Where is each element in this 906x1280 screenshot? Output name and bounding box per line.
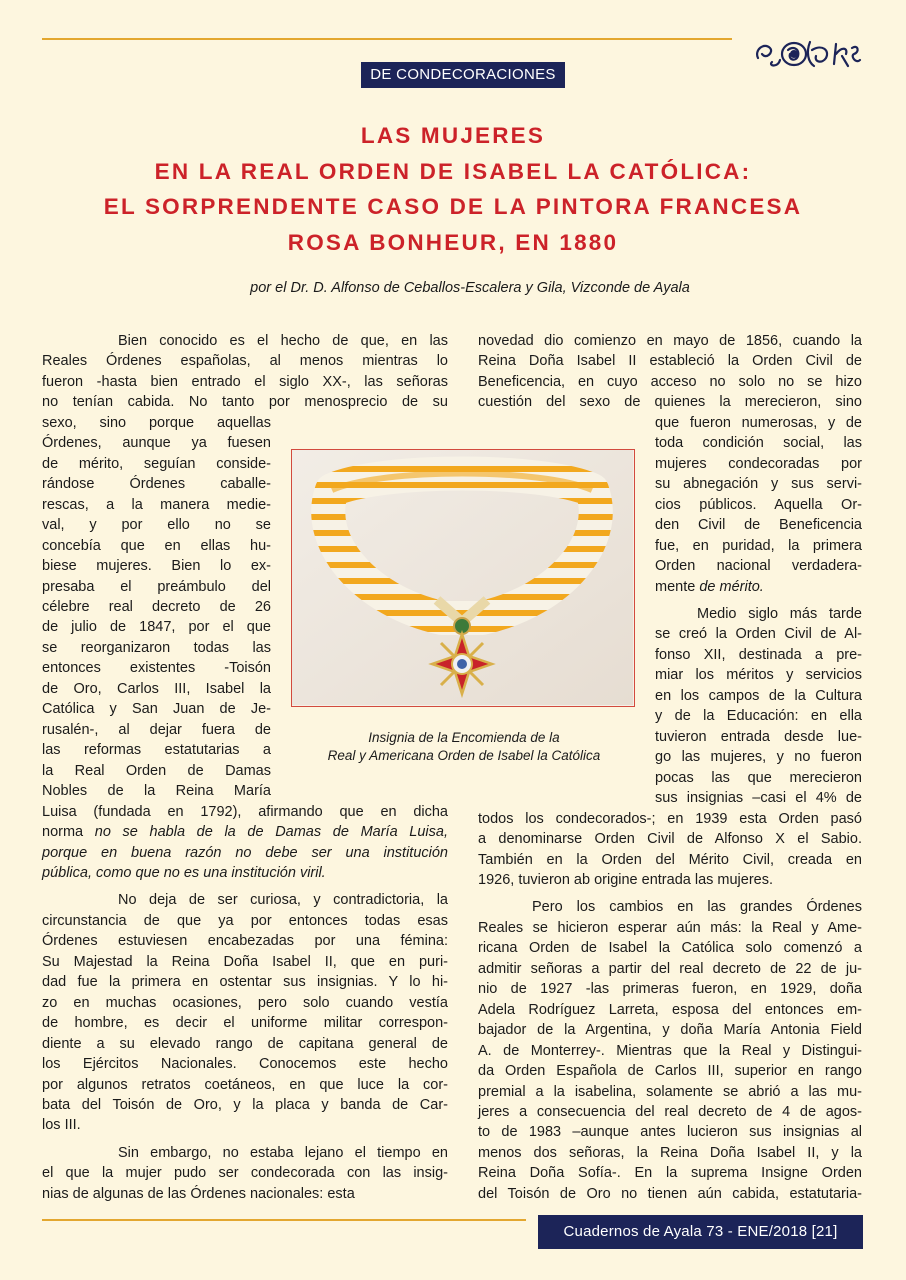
top-rule [42, 38, 732, 40]
right-column-text-line: 1926, tuvieron ab origine entrada las mujeres. [478, 871, 774, 888]
title-line: ROSA BONHEUR, EN 1880 [287, 229, 619, 255]
right-column-text-line: ricana Orden de Isabel la Católica solo comenzó a [478, 940, 862, 957]
right-column-text-line: sus insignias –casi el 4% de [655, 790, 862, 807]
figure-caption [296, 729, 632, 765]
left-column-text-line: val, y por ello no se [42, 517, 271, 534]
right-column-text-line: den Civil de Beneficencia [655, 517, 862, 534]
left-column-text-line: de Oro, Carlos III, Isabel la [42, 680, 271, 697]
title-line: EL SORPRENDENTE CASO DE LA PINTORA FRANCESA [103, 194, 803, 219]
left-column-text-line: Órdenes, aunque ya fuesen [42, 435, 271, 452]
left-column-text-line: por algunos retratos coetáneos, en que luce la cor- [42, 1076, 448, 1093]
left-column-text-line: sexo, sino porque aquellas [42, 414, 271, 431]
left-column-text-line: rusalén-, al dejar fuera de [42, 721, 271, 738]
left-column-text-line: dad fue la primera en ostentar sus insignias. Y lo hi- [42, 974, 448, 991]
ayala-logo-icon [752, 36, 864, 72]
left-column-text-line: de mérito, seguían conside- [42, 455, 271, 472]
right-column-text-line: da Orden Española de Carlos III, superior en rango [478, 1063, 862, 1080]
left-column-text-line: Sin embargo, no estaba lejano el tiempo en [118, 1144, 448, 1161]
right-column-text-line: tuvieron entrada desde lue- [655, 728, 862, 745]
left-column-text-line: porque en buena razón no debe ser una institución [42, 844, 448, 861]
right-column-text-line: Adela Rodríguez Larreta, esposa del entonces em- [478, 1001, 862, 1018]
left-column-text-line: nias de algunas de las Órdenes nacionales: esta [42, 1185, 355, 1202]
right-column-text-line: fue, en puridad, la primera [655, 537, 862, 554]
left-column-text-line: de hombre, es decir el uniforme militar correspon- [42, 1015, 448, 1032]
left-column-text-line: entonces existentes -Toisón [42, 660, 271, 677]
right-column-text-line: toda condición social, las [655, 435, 862, 452]
left-column-text-line: No deja de ser curiosa, y contradictoria, la [118, 892, 448, 909]
right-column-text-line: cuestión del sexo de quienes la merecieron, sino [478, 394, 862, 411]
caption-line: Real y Americana Orden de Isabel la Católica [327, 748, 601, 763]
right-column-text-line: nio de 1927 -las primeras fueron, en 1929, doña [478, 981, 862, 998]
insignia-image-icon [292, 450, 633, 705]
right-column-text-line: miar los méritos y servicios [655, 667, 862, 684]
left-column-text-line: circunstancia de que ya por entonces todas esas [42, 912, 448, 929]
right-column-text-line: mujeres condecoradas por [655, 455, 862, 472]
left-column-text-line: célebre real decreto de 26 [42, 598, 271, 615]
left-column-text-line: de julio de 1847, por el que [42, 619, 271, 636]
left-column-text-line: Luisa (fundada en 1792), afirmando que en dicha [42, 803, 448, 820]
left-column-text-line: el que la mujer pudo ser condecorada con las insig- [42, 1165, 448, 1182]
right-column-text-line: todos los condecorados-; en 1939 esta Orden pasó [478, 810, 862, 827]
left-column-text-line: las reformas estatutarias a [42, 742, 271, 759]
right-column-text-line: También en la Orden del Mérito Civil, creada en [478, 851, 862, 868]
right-column-text-line: pocas las que merecieron [655, 769, 862, 786]
left-column-text-line: no tenían cabida. No tanto por menosprecio de su [42, 394, 448, 411]
left-column-text-line: los Ejércitos Nacionales. Conocemos este hecho [42, 1056, 448, 1073]
left-column-text-line: se reorganizaron todas las [42, 639, 271, 656]
right-column-text-line: Reina Doña Sofía-. En la suprema Insigne Orden [478, 1165, 862, 1182]
right-column-text-line: Reina Doña Isabel II estableció la Orden Civil de [478, 353, 862, 370]
title-line: LAS MUJERES [360, 123, 546, 148]
left-column-text-line: bata del Toisón de Oro, y la placa y banda de Car- [42, 1097, 448, 1114]
right-column-text-line: mente de mérito. [655, 578, 764, 595]
left-column-text-line: diente a su elevado rango de capitana general de [42, 1035, 448, 1052]
left-column-text-line: Órdenes estuviesen encabezadas por una fémina: [42, 933, 448, 950]
right-column-text-line: Beneficencia, en cuyo acceso no solo no se hizo [478, 373, 862, 390]
right-column-text-line: que fueron numerosas, y de [655, 414, 862, 431]
article-title [40, 118, 866, 260]
section-tag: DE CONDECORACIONES [361, 62, 565, 88]
right-column-text-line: novedad dio comienzo en mayo de 1856, cuando la [478, 333, 862, 349]
right-column-text-line: a denominarse Orden Civil de Alfonso X el Sabio. [478, 831, 862, 848]
right-column-text-line: del Toisón de Oro no tienen aún cabida, estatutaria- [478, 1185, 862, 1202]
title-line: EN LA REAL ORDEN DE ISABEL LA CATÓLICA: [154, 158, 752, 184]
right-column-text-line: Reales se hicieron esperar aún más: la Real y Ame- [478, 919, 862, 936]
right-column-text-line: su abnegación y sus servi- [655, 476, 862, 493]
left-column-text-line: pública, como que no es una institución viril. [42, 864, 326, 881]
right-column-text-line: menos dos señoras, la Reina Doña Isabel II, y la [478, 1144, 862, 1161]
left-column-text-line: fueron -hasta bien entrado el siglo XX-, las señoras [42, 373, 448, 390]
right-column-text-line: cios públicos. Aquella Or- [655, 496, 862, 513]
left-column-text-line: la Real Orden de Damas [42, 762, 271, 779]
left-column-text-line: rescas, a la manera medie- [42, 496, 271, 513]
right-column-text-line: Pero los cambios en las grandes Órdenes [532, 899, 862, 916]
right-column-text-line: se creó la Orden Civil de Al- [655, 626, 862, 643]
footer-issue-label: Cuadernos de Ayala 73 - ENE/2018 [21] [538, 1215, 863, 1249]
right-column-text-line: go las mujeres, y no fueron [655, 749, 862, 766]
left-column-text-line: norma no se habla de la de Damas de María Luisa, [42, 824, 448, 841]
left-column-text-line: Reales Órdenes españolas, al menos mientras lo [42, 353, 448, 370]
left-column-text-line: Nobles de la Reina María [42, 783, 271, 800]
right-column-text-line: to de 1983 –aunque antes lucieron sus insignias al [478, 1124, 862, 1141]
insignia-photo [291, 449, 635, 707]
left-column-text-line: Bien conocido es el hecho de que, en las [118, 333, 448, 349]
left-column-text-line: Su Majestad la Reina Doña Isabel II, que en puri- [42, 953, 448, 970]
byline: por el Dr. D. Alfonso de Ceballos-Escalera y Gila, Vizconde de Ayala [250, 280, 690, 296]
left-column-text-line: concebía que en ellas hu- [42, 537, 271, 554]
left-column-text-line: rándose Órdenes caballe- [42, 476, 271, 493]
left-column-text-line: zo en muchas ocasiones, pero solo cuando vestía [42, 994, 448, 1011]
right-column-text-line: jeres a consecuencia del real decreto de 4 de agos- [478, 1104, 862, 1121]
right-column-text-line: Medio siglo más tarde [697, 605, 862, 622]
right-column-text-line: fonso XII, destinada a pre- [655, 646, 862, 663]
bottom-rule [42, 1219, 526, 1221]
left-column-text-line: los III. [42, 1117, 81, 1134]
right-column-text-line: bajador de la Argentina, y doña María Antonia Field [478, 1022, 862, 1039]
left-column-text-line: presaba el preámbulo del [42, 578, 271, 595]
caption-line: Insignia de la Encomienda de la [368, 730, 560, 745]
right-column-text-line: A. de Monterrey-. Mientras que la Real y Distingui- [478, 1042, 862, 1059]
right-column-text-line: y de la Educación: en ella [655, 708, 862, 725]
right-column-text-line: premial a la isabelina, solamente se abrió a las mu- [478, 1083, 862, 1100]
right-column-text-line: en los campos de la Cultura [655, 687, 862, 704]
left-column-text-line: Católica y San Juan de Je- [42, 701, 271, 718]
right-column-text-line: admitir señoras a partir del real decreto de 22 de ju- [478, 960, 862, 977]
left-column-text-line: biese mujeres. Bien lo ex- [42, 558, 271, 575]
right-column-text-line: Orden nacional verdadera- [655, 558, 862, 575]
